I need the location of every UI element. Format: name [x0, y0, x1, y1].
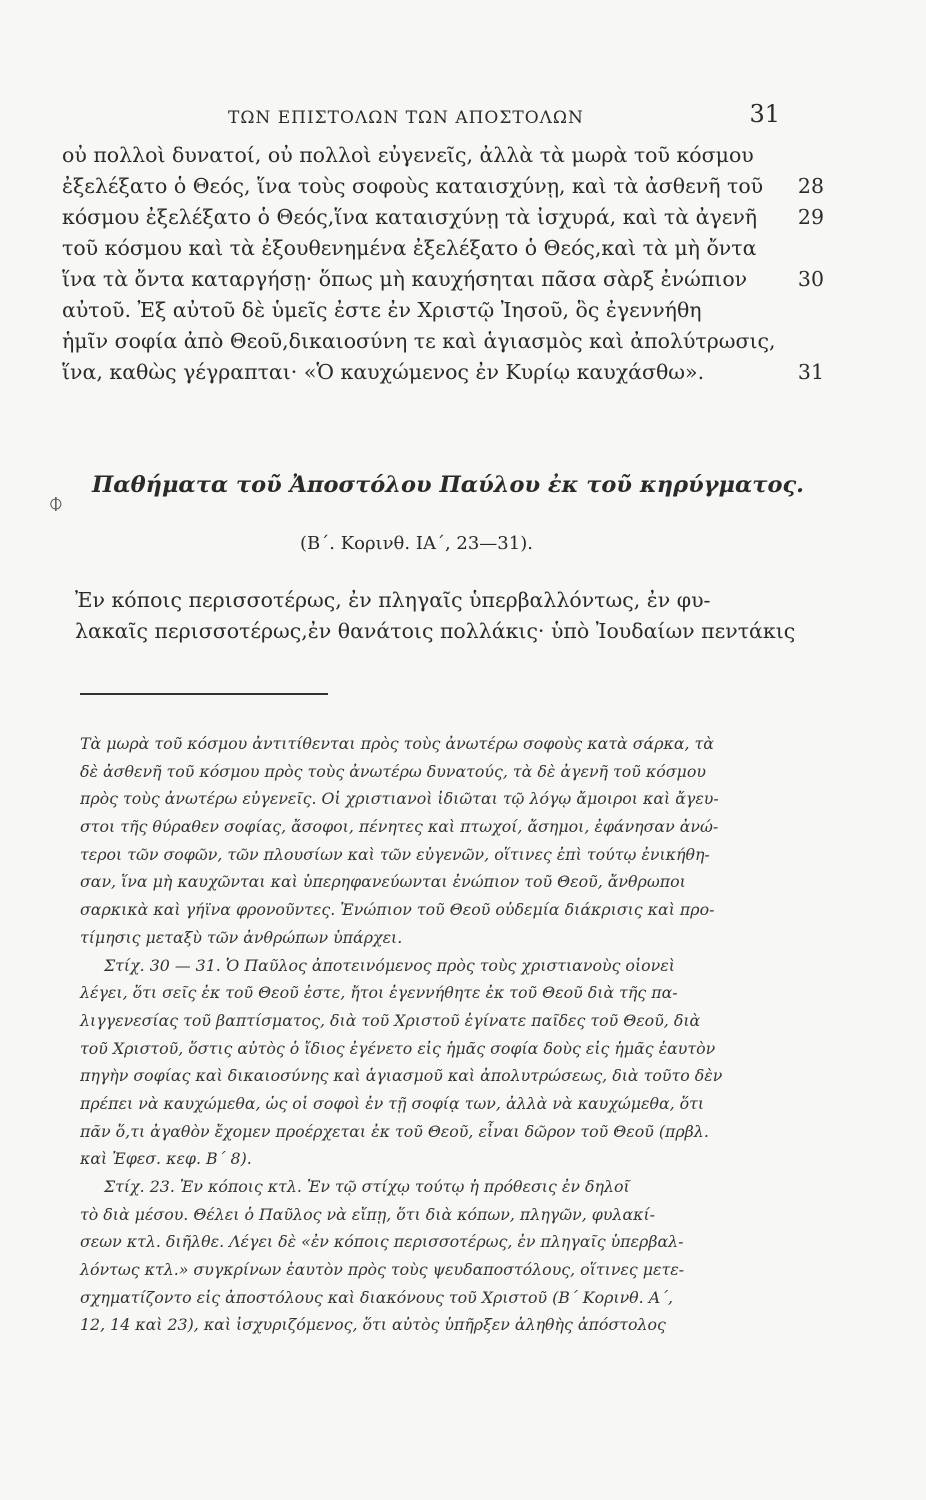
text-line: οὐ πολλοὶ δυνατοί, οὐ πολλοὶ εὐγενεῖς, ἀλλὰ τὰ μωρὰ τοῦ κόσμου	[62, 143, 754, 167]
text-line: ἵνα τὰ ὄντα καταργήσῃ· ὅπως μὴ καυχήσηται πᾶσα σὰρξ ἐνώπιον 30	[62, 264, 832, 295]
footnotes	[80, 730, 820, 1339]
footnote-line: λιγγενεσίας τοῦ βαπτίσματος, διὰ τοῦ Χριστοῦ ἐγίνατε παῖδες τοῦ Θεοῦ, διὰ	[80, 1010, 701, 1030]
footnote-line: πρέπει νὰ καυχώμεθα, ὡς οἱ σοφοὶ ἐν τῇ σοφίᾳ των, ἀλλὰ νὰ καυχώμεθα, ὅτι	[80, 1093, 705, 1113]
page-number: 31	[749, 100, 780, 128]
footnote-line: σεων κτλ. διῆλθε. Λέγει δὲ «ἐν κόποις περισσοτέρως, ἐν πληγαῖς ὑπερβαλ-	[80, 1232, 684, 1252]
footnote-line: τοῦ Χριστοῦ, ὅστις αὐτὸς ὁ ἴδιος ἐγένετο εἰς ἡμᾶς σοφία δοὺς εἰς ἡμᾶς ἑαυτὸν	[80, 1038, 716, 1058]
text-line: κόσμου ἐξελέξατο ὁ Θεός,ἵνα καταισχύνῃ τὰ ἰσχυρά, καὶ τὰ ἀγενῆ 29	[62, 202, 832, 233]
footnote-line: τεροι τῶν σοφῶν, τῶν πλουσίων καὶ τῶν εὐγενῶν, οἵτινες ἐπὶ τούτῳ ἐνικήθη-	[80, 844, 710, 864]
footnote-line: στοι τῆς θύραθεν σοφίας, ἄσοφοι, πένητες καὶ πτωχοί, ἄσημοι, ἐφάνησαν ἀνώ-	[80, 817, 719, 837]
verse-number: 29	[797, 205, 824, 229]
verse-number: 30	[797, 267, 824, 291]
footnote-line: τὸ διὰ μέσου. Θέλει ὁ Παῦλος νὰ εἴπῃ, ὅτι διὰ κόπων, πληγῶν, φυλακί-	[80, 1204, 655, 1224]
footnote-line: σαν, ἵνα μὴ καυχῶνται καὶ ὑπερηφανεύωνται ἐνώπιον τοῦ Θεοῦ, ἄνθρωποι	[80, 872, 686, 892]
footnote-line: λόντως κτλ.» συγκρίνων ἑαυτὸν πρὸς τοὺς ψευδαποστόλους, οἵτινες μετε-	[80, 1260, 685, 1280]
footnote-line: πηγὴν σοφίας καὶ δικαιοσύνης καὶ ἁγιασμοῦ καὶ ἀπολυτρώσεως, διὰ τοῦτο δὲν	[80, 1066, 723, 1086]
footnote-line: Τὰ μωρὰ τοῦ κόσμου ἀντιτίθενται πρὸς τοὺς ἀνωτέρω σοφοὺς κατὰ σάρκα, τὰ	[80, 734, 714, 753]
verse-number: 31	[797, 360, 824, 384]
footnote-line: τίμησις μεταξὺ τῶν ἀνθρώπων ὑπάρχει.	[80, 927, 403, 947]
footnote-line: καὶ Ἐφεσ. κεφ. Β΄ 8).	[80, 1149, 252, 1169]
footnote-line: σχηματίζοντο εἰς ἀποστόλους καὶ διακόνους τοῦ Χριστοῦ (Β΄ Κορινθ. Α΄,	[80, 1287, 674, 1307]
footnote-line: σαρκικὰ καὶ γήϊνα φρονοῦντες. Ἐνώπιον τοῦ Θεοῦ οὐδεμία διάκρισις καὶ προ-	[80, 900, 715, 920]
footnote-line: πᾶν ὅ,τι ἀγαθὸν ἔχομεν προέρχεται ἐκ τοῦ Θεοῦ, εἶναι δῶρον τοῦ Θεοῦ (πρβλ.	[80, 1121, 709, 1141]
scripture-reference: (Β΄. Κορινθ. ΙΑ΄, 23—31).	[300, 533, 533, 554]
footnote-line: Στίχ. 23. Ἐν κόποις κτλ. Ἐν τῷ στίχῳ τούτῳ ἡ πρόθεσις ἐν δηλοῖ	[104, 1177, 630, 1196]
margin-mark: ⌽	[48, 488, 64, 518]
footnote-line: 12, 14 καὶ 23), καὶ ἰσχυριζόμενος, ὅτι αὐτὸς ὑπῆρξεν ἀληθὴς ἀπόστολος	[80, 1315, 666, 1335]
verse-number: 28	[797, 174, 824, 198]
footnote-divider	[80, 693, 328, 695]
section-text	[75, 585, 835, 647]
text-line: ἵνα, καθὼς γέγραπται· «Ὁ καυχώμενος ἐν Κυρίῳ καυχάσθω». 31	[62, 357, 832, 388]
text-line: αὐτοῦ. Ἐξ αὐτοῦ δὲ ὑμεῖς ἐστε ἐν Χριστῷ Ἰησοῦ, ὃς ἐγεννήθη	[62, 298, 702, 322]
footnote-line: λέγει, ὅτι σεῖς ἐκ τοῦ Θεοῦ ἐστε, ἤτοι ἐγεννήθητε ἐκ τοῦ Θεοῦ διὰ τῆς πα-	[80, 983, 678, 1003]
text-line: ἐξελέξατο ὁ Θεός, ἵνα τοὺς σοφοὺς καταισχύνῃ, καὶ τὰ ἀσθενῆ τοῦ 28	[62, 171, 832, 202]
footnote-line: πρὸς τοὺς ἀνωτέρω εὐγενεῖς. Οἱ χριστιανοὶ ἰδιῶται τῷ λόγῳ ἄμοιροι καὶ ἄγευ-	[80, 789, 719, 809]
text-line: λακαῖς περισσοτέρως,ἐν θανάτοις πολλάκις· ὑπὸ Ἰουδαίων πεντάκις	[75, 619, 796, 643]
section-heading: Παθήματα τοῦ Ἀποστόλου Παύλου ἐκ τοῦ κηρύγματος.	[92, 472, 804, 498]
text-line: τοῦ κόσμου καὶ τὰ ἐξουθενημένα ἐξελέξατο ὁ Θεός,καὶ τὰ μὴ ὄντα	[62, 236, 757, 260]
footnote-line: Στίχ. 30 — 31. Ὁ Παῦλος ἀποτεινόμενος πρὸς τοὺς χριστιανοὺς οἱονεὶ	[104, 955, 675, 975]
running-title: ΤΩΝ ΕΠΙΣΤΟΛΩΝ ΤΩΝ ΑΠΟΣΤΟΛΩΝ	[228, 108, 584, 128]
footnote-line: δὲ ἀσθενῆ τοῦ κόσμου πρὸς τοὺς ἀνωτέρω δυνατούς, τὰ δὲ ἀγενῆ τοῦ κόσμου	[80, 761, 706, 781]
text-line: ἡμῖν σοφία ἀπὸ Θεοῦ,δικαιοσύνη τε καὶ ἁγιασμὸς καὶ ἀπολύτρωσις,	[62, 329, 776, 353]
scripture-text	[62, 140, 832, 388]
text-line: Ἐν κόποις περισσοτέρως, ἐν πληγαῖς ὑπερβαλλόντως, ἐν φυ-	[75, 588, 711, 612]
